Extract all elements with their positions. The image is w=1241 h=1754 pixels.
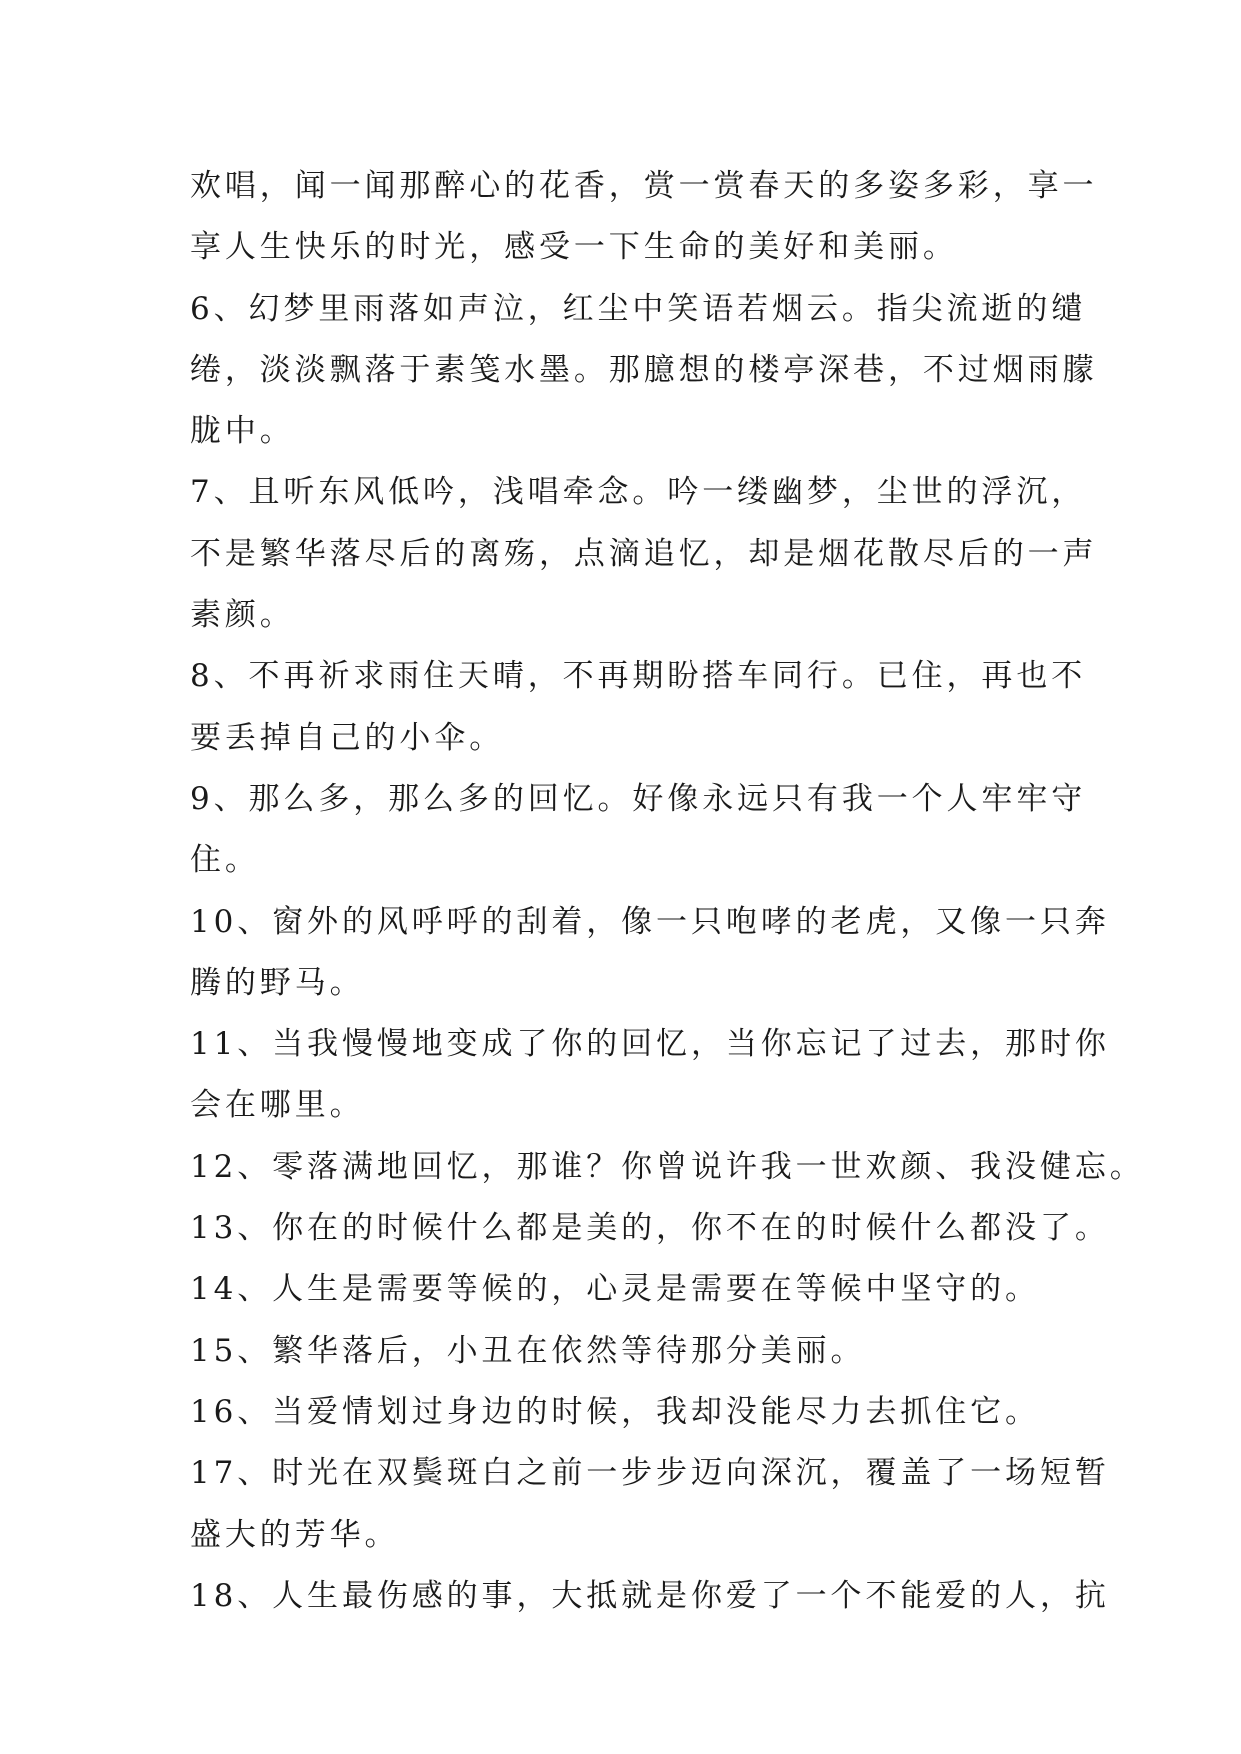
text-line: 16、当爱情划过身边的时候，我却没能尽力去抓住它。 bbox=[190, 1393, 1040, 1430]
text-line: 会在哪里。 bbox=[190, 1087, 365, 1124]
text-line: 12、零落满地回忆，那谁？你曾说许我一世欢颜、我没健忘。 bbox=[190, 1148, 1145, 1185]
text-line: 8、不再祈求雨住天晴，不再期盼搭车同行。已住，再也不 bbox=[190, 658, 1087, 695]
text-line: 14、人生是需要等候的，心灵是需要在等候中坚守的。 bbox=[190, 1271, 1040, 1308]
text-line: 15、繁华落后，小丑在依然等待那分美丽。 bbox=[190, 1332, 866, 1369]
text-line: 要丢掉自己的小伞。 bbox=[190, 719, 505, 756]
document-body bbox=[190, 156, 1145, 1627]
text-line: 欢唱，闻一闻那醉心的花香，赏一赏春天的多姿多彩，享一 bbox=[190, 168, 1098, 204]
text-line: 不是繁华落尽后的离殇，点滴追忆，却是烟花散尽后的一声 bbox=[190, 535, 1098, 572]
text-line: 6、幻梦里雨落如声泣，红尘中笑语若烟云。指尖流逝的缱 bbox=[190, 290, 1087, 327]
text-line: 绻，淡淡飘落于素笺水墨。那臆想的楼亭深巷，不过烟雨朦 bbox=[190, 351, 1098, 388]
text-line: 17、时光在双鬓斑白之前一步步迈向深沉，覆盖了一场短暂 bbox=[190, 1455, 1110, 1492]
text-line: 7、且听东风低吟，浅唱牵念。吟一缕幽梦，尘世的浮沉， bbox=[190, 474, 1087, 511]
text-line: 胧中。 bbox=[190, 413, 295, 450]
text-line: 9、那么多，那么多的回忆。好像永远只有我一个人牢牢守 bbox=[190, 780, 1087, 817]
text-line: 13、你在的时候什么都是美的，你不在的时候什么都没了。 bbox=[190, 1210, 1110, 1247]
text-line: 素颜。 bbox=[190, 597, 295, 634]
text-line: 18、人生最伤感的事，大抵就是你爱了一个不能爱的人，抗 bbox=[190, 1577, 1110, 1614]
text-line: 腾的野马。 bbox=[190, 964, 365, 1001]
text-line: 11、当我慢慢地变成了你的回忆，当你忘记了过去，那时你 bbox=[190, 1026, 1110, 1063]
text-line: 盛大的芳华。 bbox=[190, 1516, 400, 1553]
text-line: 享人生快乐的时光，感受一下生命的美好和美丽。 bbox=[190, 229, 958, 266]
text-line: 10、窗外的风呼呼的刮着，像一只咆哮的老虎，又像一只奔 bbox=[190, 903, 1110, 940]
text-line: 住。 bbox=[190, 842, 260, 879]
